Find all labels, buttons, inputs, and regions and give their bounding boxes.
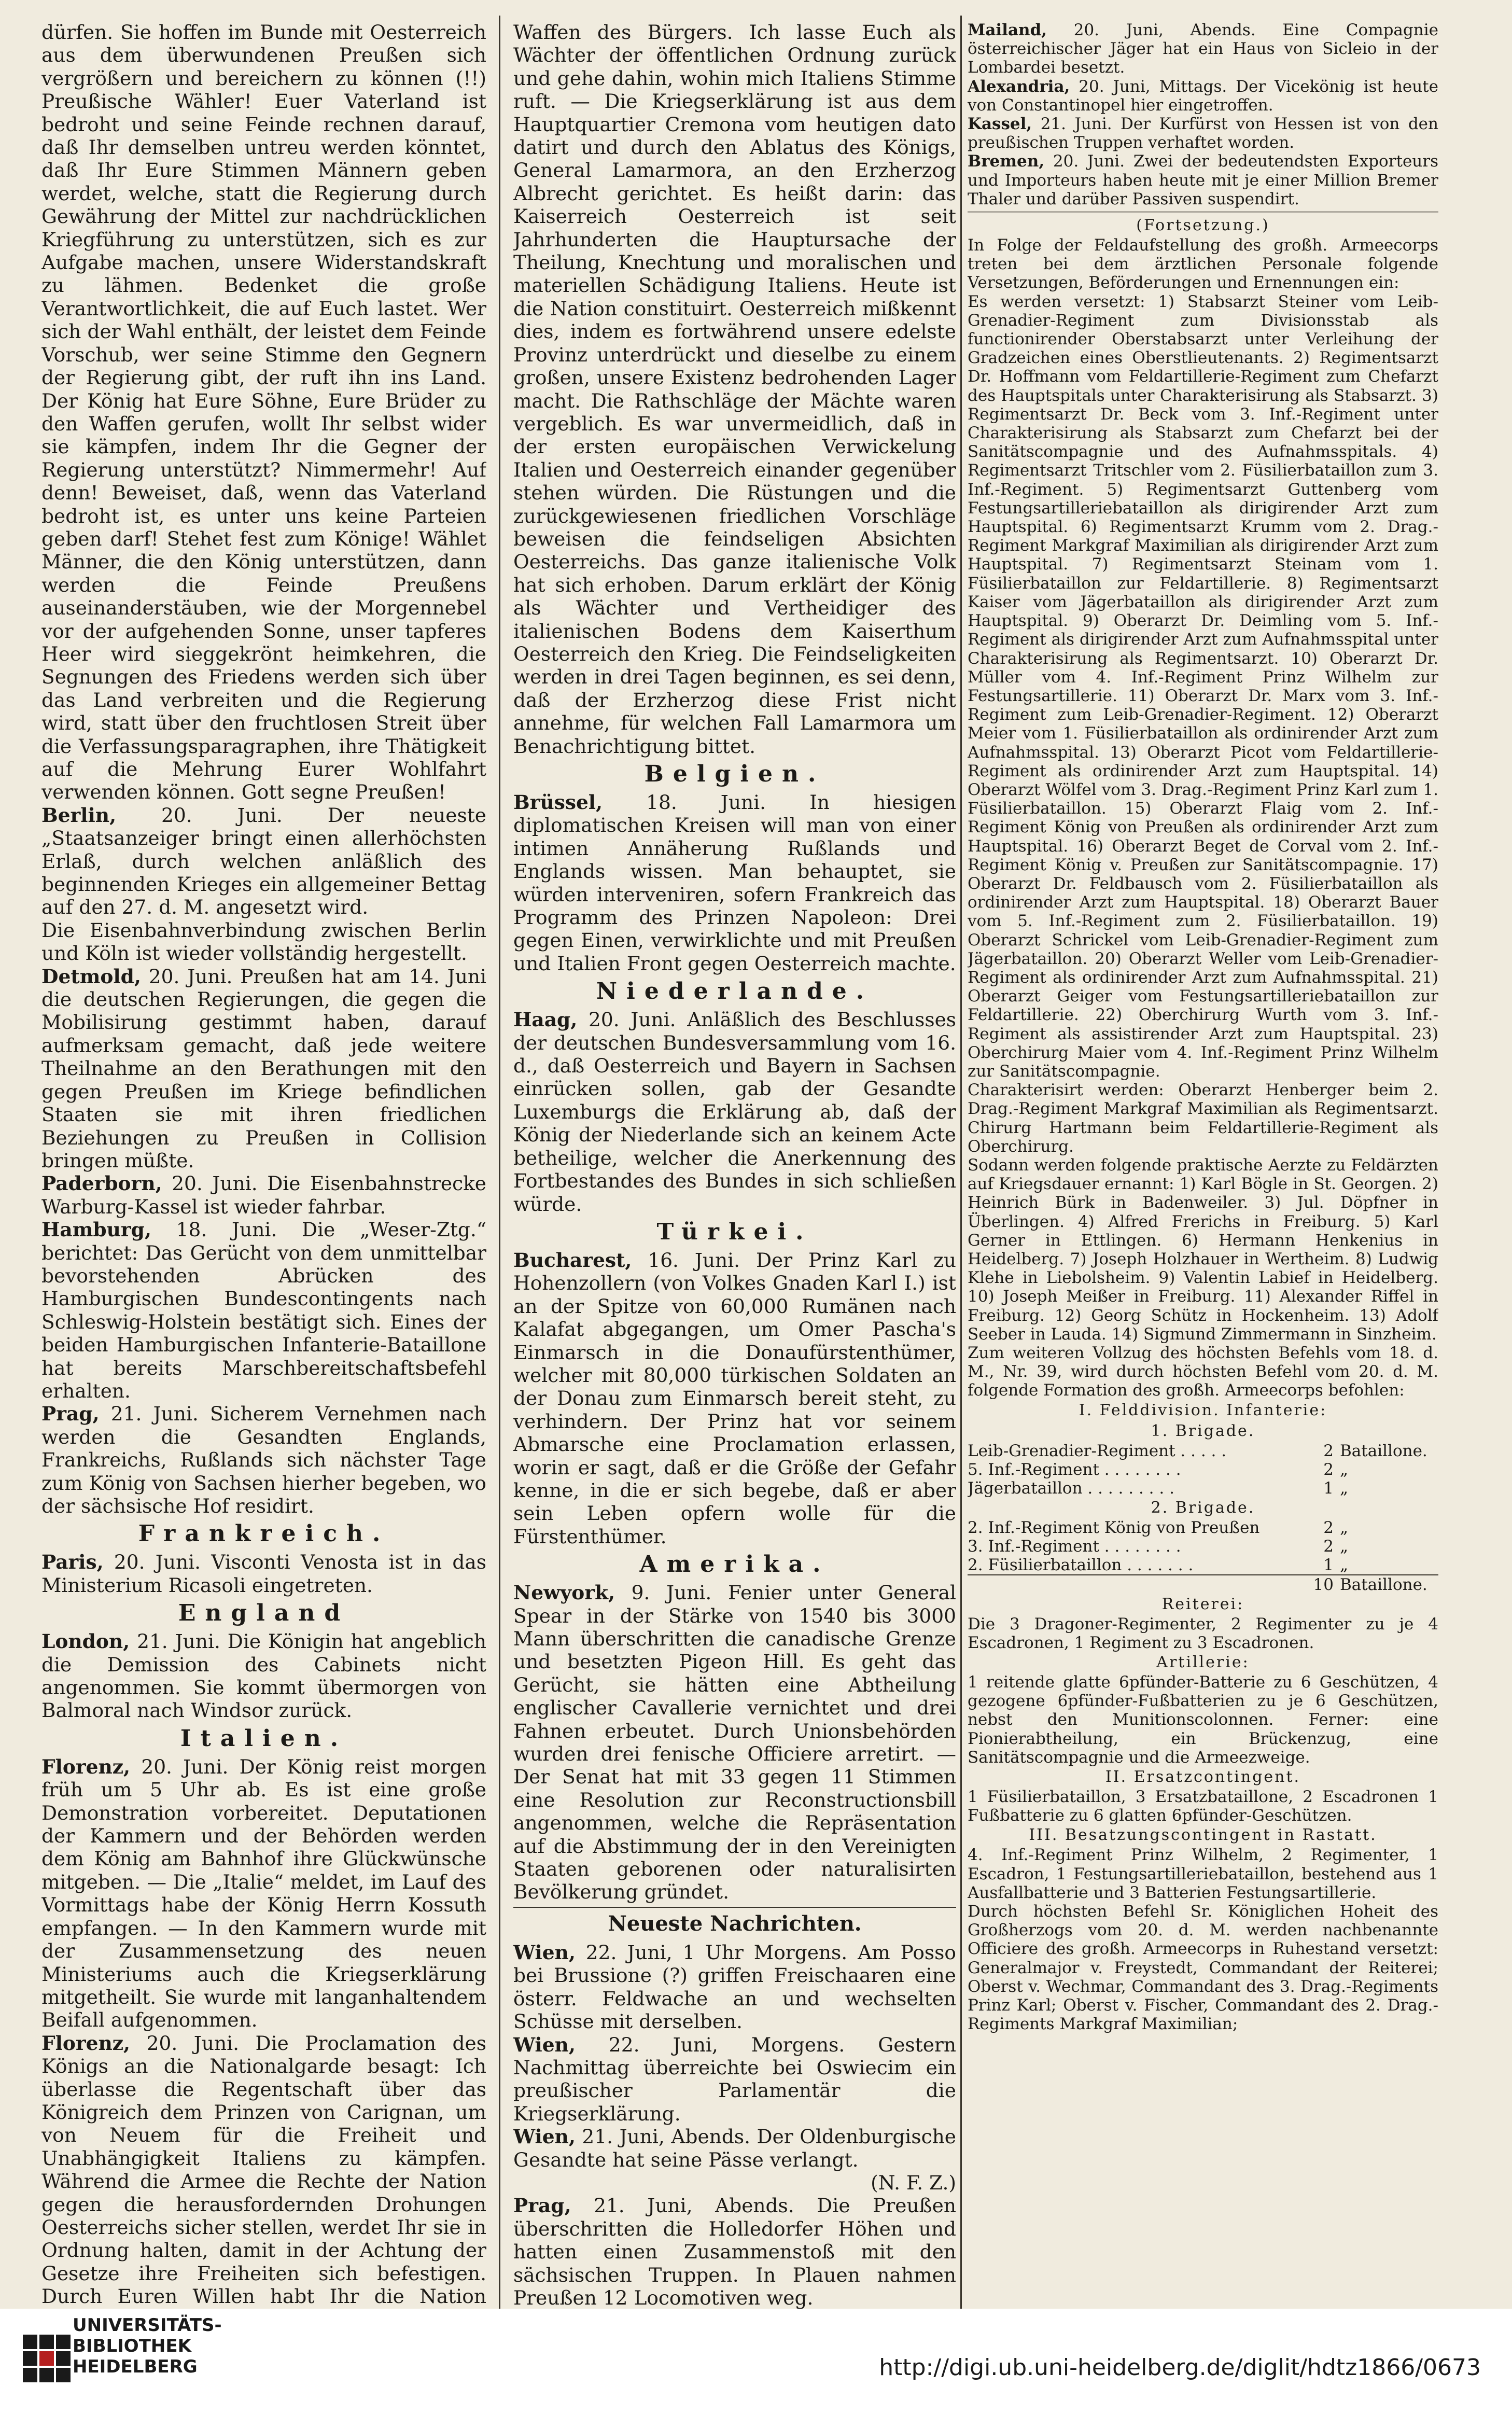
section-heading: England — [178, 1600, 350, 1627]
troop-cell-label: Leib-Grenadier-Regiment . . . . . — [968, 1441, 1227, 1460]
article-text: Durch höchsten Befehl Sr. Königlichen Hoheit des Großherzogs vom 20. d. M. werden nachbenannte Officiere des großh. Armeecorps in Ruhestand versetzt: Generalmajor v. Freystedt, Commandant der Reiterei; Oberst v. Wechmar, Commandant des 3. Drag.-Regiments Prinz Karl; Oberst v. Fischer, Commandant des 2. Drag.-Regiments Markgraf Maximilian; — [968, 1902, 1438, 2034]
article-text: 20. Juni. Visconti Venosta ist in das Ministerium Ricasoli eingetreten. — [41, 1551, 486, 1597]
article-paragraph — [968, 292, 1438, 1081]
library-name-line: HEIDELBERG — [73, 2356, 198, 2377]
article-text: 20. Juni, Mittags. Der Vicekönig ist heute von Constantinopel hier eingetroffen. — [968, 77, 1438, 115]
article-text: 1 reitende glatte 6pfünder-Batterie zu 6 Geschützen, 4 gezogene 6pfünder-Fußbatterien zu je 6 Geschützen, nebst den Munitionscolonnen. Ferner: eine Pionierabtheilung, ein Brückenzug, eine Sanitätscompagnie und die Armeezweige. — [968, 1673, 1438, 1767]
article-text: 21. Juni. Die Königin hat angeblich die Demission des Cabinets nicht angenommen. Sie kommt übermorgen von Balmoral nach Windsor zurück. — [41, 1630, 486, 1722]
troop-cell-label: 2. Füsilierbataillon . . . . . . . — [968, 1555, 1194, 1574]
article-text: 20. Juni. Der König reist morgen früh um 5 Uhr ab. Es ist eine große Demonstration vorbereitet. Deputationen der Kammern und der Behörden werden dem König am Bahnhof ihre Glückwünsche mitgeben. — Die „Italie“ meldet, im Lauf des Vormittags habe der König Herrn Kossuth empfangen. — In den Kammern wurde mit der Zusammensetzung des neuen Ministeriums auch die Kriegserklärung mitgetheilt. Sie wurde mit langanhaltendem Beifall aufgenommen. — [41, 1755, 486, 2032]
article-text: 21. Juni. Sicherem Vernehmen nach werden die Gesandten Englands, Frankreichs, Rußlands sich nächster Tage zum König von Sachsen hierher begeben, wo der sächsische Hof residirt. — [41, 1402, 486, 1517]
troop-cell-n: 10 — [1313, 1575, 1334, 1594]
article-text: 21. Juni, Abends. Der Oldenburgische Gesandte hat seine Pässe verlangt. — [513, 2125, 956, 2171]
dateline: Mailand, — [968, 21, 1047, 39]
dateline: Florenz, — [41, 1755, 131, 1778]
troop-row — [968, 1479, 1438, 1498]
troop-cell-u: „ — [1340, 1518, 1349, 1537]
article-paragraph — [968, 77, 1438, 115]
article-text: 4. Inf.-Regiment Prinz Wilhelm, 2 Regimenter, 1 Escadron, 1 Festungsartilleriebataillon, bestehend aus 1 Ausfallbatterie und 3 Batterien Festungsartillerie. — [968, 1846, 1438, 1902]
column-rule — [960, 16, 962, 2310]
article-paragraph — [41, 1218, 486, 1402]
troop-cell-n: 1 — [1323, 1555, 1334, 1574]
source-note: (N. F. Z.) — [871, 2171, 956, 2194]
article-text: Zum weiteren Vollzug des höchsten Befehls vom 18. d. M., Nr. 39, wird durch höchsten Befehl vom 20. d. M. folgende Formation des großh. Armeecorps befohlen: — [968, 1344, 1438, 1400]
article-text: 21. Juni, Abends. Die Preußen überschritten die Holledorfer Höhen und hatten einen Zusammenstoß mit den sächsischen Truppen. In Plauen nahmen Preußen 12 Locomotiven weg. — [513, 2194, 956, 2309]
article-text: 22. Juni, 1 Uhr Morgens. Am Posso bei Brussione (?) griffen Freischaaren eine österr. Feldwache an und wechselten Schüsse mit derselben. — [513, 1941, 956, 2033]
troop-row — [968, 1518, 1438, 1537]
article-paragraph — [968, 115, 1438, 152]
article-paragraph — [513, 1581, 956, 1904]
article-paragraph — [968, 1673, 1438, 1767]
article-paragraph — [968, 1344, 1438, 1400]
article-paragraph — [41, 1551, 486, 1597]
section-heading: Niederlande. — [596, 978, 874, 1005]
subheading: II. Ersatzcontingent. — [1105, 1768, 1301, 1786]
troop-total-row — [968, 1574, 1438, 1594]
article-text: 20. Juni. Die Eisenbahnstrecke Warburg-Kassel ist wieder fahrbar. — [41, 1172, 486, 1218]
article-text: 20. Juni. Anläßlich des Beschlusses der deutschen Bundesversammlung vom 16. d., daß Oesterreich und Bayern in Sachsen einrücken sollen, gab der Gesandte Luxemburgs die Erklärung ab, daß der König der Niederlande sich an keinem Acte betheilige, welcher die Anerkennung des Fortbestandes des Bundes in sich schließen würde. — [513, 1008, 956, 1216]
article-paragraph — [513, 2125, 956, 2171]
subheading: I. Felddivision. Infanterie: — [1079, 1401, 1327, 1419]
article-paragraph — [968, 1788, 1438, 1825]
troop-cell-u: „ — [1340, 1537, 1349, 1556]
troop-cell-label: 3. Inf.-Regiment . . . . . . . . — [968, 1537, 1181, 1556]
article-text: Sodann werden folgende praktische Aerzte zu Feldärzten auf Kriegsdauer ernannt: 1) Karl Bögle in St. Georgen. 2) Heinrich Bürk in Badenweiler. 3) Jul. Döpfner in Überlingen. 4) Alfred Frerichs in Freiburg. 5) Karl Gerner in Ettlingen. 6) Hermann Henkenius in Heidelberg. 7) Joseph Holzhauer in Wertheim. 8) Ludwig Klehe in Liebolsheim. 9) Valentin Labief in Heidelberg. 10) Joseph Meißer in Freiburg. 11) Alexander Riffel in Freiburg. 12) Georg Schütz in Hockenheim. 13) Adolf Seeber in Lauda. 14) Sigmund Zimmermann in Sinzheim. — [968, 1155, 1438, 1344]
article-paragraph — [41, 1630, 486, 1722]
dateline: Paderborn, — [41, 1172, 162, 1195]
dateline: Hamburg, — [41, 1218, 151, 1241]
article-text: Die Eisenbahnverbindung zwischen Berlin und Köln ist wieder vollständig hergestellt. — [41, 918, 486, 965]
section-heading: Türkei. — [656, 1218, 813, 1245]
library-name — [73, 2315, 222, 2377]
section-heading: Neueste Nachrichten. — [513, 1907, 956, 1938]
troop-cell-label: 5. Inf.-Regiment . . . . . . . . — [968, 1460, 1181, 1479]
section-heading: Italien. — [180, 1725, 348, 1752]
troop-cell-n: 1 — [1323, 1478, 1334, 1498]
dateline: Prag, — [513, 2194, 571, 2217]
troop-cell-n: 2 — [1323, 1537, 1334, 1556]
troop-row — [968, 1556, 1438, 1574]
article-paragraph — [41, 1172, 486, 1218]
article-text: 20. Juni. Preußen hat am 14. Juni die deutschen Regierungen, die gegen die Mobilisirung gestimmt haben, darauf aufmerksam gemacht, daß jede weitere Theilnahme an den Berathungen mit den gegen Preußen im Kriege befindlichen Staaten sie mit ihren friedlichen Beziehungen zu Preußen in Collision bringen müßte. — [41, 965, 486, 1172]
article-text: 16. Juni. Der Prinz Karl zu Hohenzollern (von Volkes Gnaden Karl I.) ist an der Spitze von 60,000 Rumänen nach Kalafat abgegangen, um Omer Pascha's Einmarsch in die Donaufürstenthümer, welcher mit 80,000 türkischen Soldaten an der Donau zum Einmarsch bereit steht, zu verhindern. Der Prinz hat vor seinem Abmarsche eine Proclamation erlassen, worin er sagt, daß er die Größe der Gefahr kenne, in die er sich begebe, daß er aber sein Leben opfern wolle für die Fürstenthümer. — [513, 1248, 956, 1548]
subheading: 1. Brigade. — [1151, 1421, 1255, 1440]
article-text: In Folge der Feldaufstellung des großh. Armeecorps treten bei dem ärztlichen Personale folgende Versetzungen, Beförderungen und Ernennungen ein: — [968, 236, 1438, 292]
article-paragraph — [41, 919, 486, 965]
troop-cell-u: Bataillone. — [1340, 1575, 1427, 1594]
troop-cell-n: 2 — [1323, 1518, 1334, 1537]
article-text: Die 3 Dragoner-Regimenter, 2 Regimenter zu je 4 Escadronen, 1 Regiment zu 3 Escadronen. — [968, 1614, 1438, 1652]
dateline: Bucharest, — [513, 1248, 632, 1272]
article-paragraph — [968, 1846, 1438, 1902]
troop-cell-label: 2. Inf.-Regiment König von Preußen — [968, 1518, 1260, 1537]
article-paragraph — [513, 791, 956, 975]
article-paragraph — [513, 2194, 956, 2309]
subheading: III. Besatzungscontingent in Rastatt. — [1029, 1826, 1377, 1845]
text-column-3 — [968, 21, 1438, 2309]
article-text: 20. Juni. Zwei der bedeutendsten Exporteurs und Importeurs haben heute mit je einer Million Bremer Thaler und darüber Passiven suspendirt. — [968, 152, 1438, 208]
dateline: Florenz, — [41, 2031, 131, 2055]
troop-cell-label — [968, 1575, 1303, 1594]
troop-row — [968, 1537, 1438, 1556]
article-text: 22. Juni, Morgens. Gestern Nachmittag überreichte bei Oswiecim ein preußischer Parlamentär die Kriegserklärung. — [513, 2033, 956, 2125]
article-text: dürfen. Sie hoffen im Bunde mit Oesterreich aus dem überwundenen Preußen sich vergrößern und bereichern zu können (!!) Preußische Wähler! Euer Vaterland ist bedroht und seine Feinde rechnen darauf, daß Ihr demselben untreu werden könntet, daß Ihr Eure Stimmen Männern geben werdet, welche, statt die Regierung durch Gewährung der Mittel zur nachdrücklichen Kriegführung zu unterstützen, sich es zur Aufgabe machen, unsere Widerstandskraft zu lähmen. Bedenket die große Verantwortlichkeit, die auf Euch lastet. Wer sich der Wahl enthält, der leistet dem Feinde Vorschub, wer seine Stimme den Gegnern der Regierung gibt, der ruft ihn ins Land. Der König hat Eure Söhne, Eure Brüder zu den Waffen gerufen, wollt Ihr selbst wider sie kämpfen, indem Ihr die Gegner der Regierung unterstützt? Nimmermehr! Auf denn! Beweiset, daß, wenn das Vaterland bedroht ist, es unter uns keine Parteien geben darf! Stehet fest zum Könige! Wählet Männer, die den König unterstützen, dann werden die Feinde Preußens auseinanderstäuben, wie der Morgennebel vor der aufgehenden Sonne, unser tapferes Heer wird sieggekrönt heimkehren, die Segnungen des Friedens werden sich über das Land verbreiten und die Regierung wird, statt über den fruchtlosen Streit über die Verfassungsparagraphen, ihre Thätigkeit auf die Mehrung Eurer Wohlfahrt verwenden können. Gott segne Preußen! — [41, 21, 486, 804]
article-paragraph — [513, 2033, 956, 2126]
article-paragraph — [41, 1402, 486, 1517]
article-text: Charakterisirt werden: Oberarzt Henberger beim 2. Drag.-Regiment Markgraf Maximilian als Regimentsarzt. Chirurg Hartmann beim Feldartillerie-Regiment als Oberchirurg. — [968, 1081, 1438, 1156]
article-paragraph — [968, 1615, 1438, 1652]
article-paragraph — [513, 1941, 956, 2033]
article-paragraph — [968, 1902, 1438, 2033]
dateline: Brüssel, — [513, 791, 603, 814]
troop-cell-label: Jägerbataillon . . . . . . . . . — [968, 1478, 1174, 1498]
article-text: Es werden versetzt: 1) Stabsarzt Steiner vom Leib-Grenadier-Regiment zum Divisionsstab als functionirender Oberstabsarzt unter Verleihung der Gradzeichen eines Oberstlieutenants. 2) Regimentsarzt Dr. Hoffmann vom Feldartillerie-Regiment zum Chefarzt des Hauptspitals unter Charakterisirung als Stabsarzt. 3) Regimentsarzt Dr. Beck vom 3. Inf.-Regiment unter Charakterisirung als Stabsarzt zum Chefarzt bei der Sanitätscompagnie und des Aufnahmsspitals. 4) Regimentsarzt Tritschler vom 2. Füsilierbataillon zum 3. Inf.-Regiment. 5) Regimentsarzt Guttenberg vom Festungsartilleriebataillon als dirigirender Arzt zum Hauptspital. 6) Regimentsarzt Krumm vom 2. Drag.-Regiment Markgraf Maximilian als dirigirender Arzt zum Hauptspital. 7) Regimentsarzt Steinam vom 1. Füsilierbataillon zur Feldartillerie. 8) Regimentsarzt Kaiser vom Jägerbataillon als dirigirender Arzt zum Hauptspital. 9) Oberarzt Dr. Deimling vom 5. Inf.-Regiment als dirigirender Arzt zum Aufnahmsspital unter Charakterisirung als Regimentsarzt. 10) Oberarzt Dr. Müller vom 4. Inf.-Regiment Prinz Wilhelm zur Festungsartillerie. 11) Oberarzt Dr. Marx vom 3. Inf.-Regiment zum Leib-Grenadier-Regiment. 12) Oberarzt Meier vom 1. Füsilierbataillon als ordinirender Arzt zum Aufnahmsspital. 13) Oberarzt Picot vom Feldartillerie-Regiment als ordinirender Arzt zum Hauptspital. 14) Oberarzt Wölfel vom 3. Drag.-Regiment Prinz Karl zum 1. Füsilierbataillon. 15) Oberarzt Flaig vom 2. Inf.-Regiment König von Preußen als ordinirender Arzt zum Hauptspital. 16) Oberarzt Beget de Corval vom 2. Inf.-Regiment König v. Preußen zur Sanitätscompagnie. 17) Oberarzt Dr. Feldbausch vom 2. Füsilierbataillon als ordinirender Arzt zum Hauptspital. 18) Oberarzt Bauer vom 5. Inf.-Regiment zum 2. Füsilierbataillon. 19) Oberarzt Schrickel vom Leib-Grenadier-Regiment zum Jägerbataillon. 20) Oberarzt Weller vom Leib-Grenadier-Regiment als ordinirender Arzt zum Aufnahmsspital. 21) Oberarzt Geiger vom Festungsartilleriebataillon zur Feldartillerie. 22) Oberchirurg Wurth vom 3. Inf.-Regiment als assistirender Arzt zum Hauptspital. 23) Oberchirurg Maier vom 4. Inf.-Regiment Prinz Wilhelm zur Sanitätscompagnie. — [968, 292, 1438, 1081]
permalink-url[interactable]: http://digi.ub.uni-heidelberg.de/diglit/hdtz1866/0673 — [879, 2354, 1481, 2381]
article-text: 20. Juni. Der neueste „Staatsanzeiger bringt einen allerhöchsten Erlaß, durch welchen anläßlich des beginnenden Krieges ein allgemeiner Bettag auf den 27. d. M. angesetzt wird. — [41, 803, 486, 919]
text-column-2 — [513, 21, 956, 2309]
article-text: Waffen des Bürgers. Ich lasse Euch als Wächter der öffentlichen Ordnung zurück und gehe dahin, wohin mich Italiens Stimme ruft. — Die Kriegserklärung ist aus dem Hauptquartier Cremona vom heutigen dato datirt und durch den Ablatus des Königs, General Lamarmora, an den Erzherzog Albrecht gerichtet. Es heißt darin: das Kaiserreich Oesterreich ist seit Jahrhunderten die Hauptursache der Theilung, Knechtung und moralischen und materiellen Schädigung Italiens. Heute ist die Nation constituirt. Oesterreich mißkennt dies, indem es fortwährend unsere edelste Provinz unterdrückt und dieselbe zu einem großen, unsere Existenz bedrohenden Lager macht. Die Rathschläge der Mächte waren vergeblich. Es war unvermeidlich, daß in der ersten europäischen Verwickelung Italien und Oesterreich einander gegenüber stehen würden. Die Rüstungen und die zurückgewiesenen friedlichen Vorschläge beweisen die feindseligen Absichten Oesterreichs. Das ganze italienische Volk hat sich erhoben. Darum erklärt der König als Wächter und Vertheidiger des italienischen Bodens dem Kaiserthum Oesterreich den Krieg. Die Feindseligkeiten werden in drei Tagen beginnen, es sei denn, daß der Erzherzog diese Frist nicht annehme, für welchen Fall Lamarmora um Benachrichtigung bittet. — [513, 21, 956, 758]
dateline: Wien, — [513, 2125, 576, 2148]
troop-cell-u: „ — [1340, 1555, 1349, 1574]
subheading: Artillerie: — [1156, 1653, 1250, 1672]
section-heading: Frankreich. — [138, 1520, 390, 1547]
dateline: Wien, — [513, 2033, 576, 2056]
article-paragraph — [513, 21, 956, 758]
dateline: London, — [41, 1630, 130, 1653]
dateline: Detmold, — [41, 965, 141, 988]
logo-mark-icon — [23, 2335, 71, 2382]
dateline: Kassel, — [968, 115, 1032, 134]
article-text: 18. Juni. Die „Weser-Ztg.“ berichtet: Das Gerücht von dem unmittelbar bevorstehenden Abrücken des Hamburgischen Bundescontingents nach Schleswig-Holstein bestätigt sich. Eines der beiden Hamburgischen Infanterie-Bataillone hat bereits Marschbereitschaftsbefehl erhalten. — [41, 1218, 486, 1402]
article-text: 20. Juni, Abends. Eine Compagnie österreichischer Jäger hat ein Haus von Sicleio in der Lombardei besetzt. — [968, 21, 1438, 77]
troop-cell-n: 2 — [1323, 1460, 1334, 1479]
dateline: Paris, — [41, 1551, 104, 1574]
dateline: Bremen, — [968, 152, 1045, 171]
article-paragraph — [968, 1156, 1438, 1344]
article-paragraph — [968, 21, 1438, 77]
dateline: Prag, — [41, 1402, 100, 1426]
article-paragraph — [968, 152, 1438, 208]
article-text: 21. Juni. Der Kurfürst von Hessen ist von den preußischen Truppen verhaftet worden. — [968, 115, 1438, 152]
text-column-1 — [41, 21, 486, 2309]
subheading: 2. Brigade. — [1151, 1498, 1255, 1517]
subheading: (Fortsetzung.) — [1136, 216, 1270, 235]
article-paragraph — [41, 965, 486, 1172]
section-heading: Amerika. — [639, 1551, 830, 1578]
troop-cell-n: 2 — [1323, 1441, 1334, 1460]
dateline: Wien, — [513, 1941, 576, 1964]
divider — [968, 212, 1438, 213]
article-paragraph — [41, 2032, 486, 2309]
troop-row — [968, 1442, 1438, 1460]
dateline: Berlin, — [41, 803, 117, 827]
article-paragraph — [513, 1008, 956, 1216]
troop-cell-u: „ — [1340, 1478, 1349, 1498]
article-paragraph — [968, 236, 1438, 292]
troop-cell-u: Bataillone. — [1340, 1441, 1427, 1460]
column-rule — [499, 16, 500, 2310]
dateline: Haag, — [513, 1008, 578, 1031]
article-text: 20. Juni. Die Proclamation des Königs an die Nationalgarde besagt: Ich überlasse die Regentschaft über das Königreich dem Prinzen von Carignan, um von Neuem für die Freiheit und Unabhängigkeit Italiens zu kämpfen. Während die Armee die Rechte der Nation gegen die herausfordernden Drohungen Oesterreichs sicher stellen, werdet Ihr sie in Ordnung halten, damit in der Achtung der Gesetze ihre Freiheiten sich befestigen. Durch Euren Willen habt Ihr die Nation — [41, 2031, 486, 2308]
article-paragraph — [513, 1249, 956, 1548]
article-text: 9. Juni. Fenier unter General Spear in der Stärke von 1540 bis 3000 Mann überschritten die canadische Grenze und besetzten Pigeon Hill. Es geht das Gerücht, sie hätten eine Abtheilung englischer Cavallerie vernichtet und drei Fahnen erbeutet. Durch Unionsbehörden wurden drei fenische Officiere arretirt. — Der Senat hat mit 33 gegen 11 Stimmen eine Resolution zur Reconstructionsbill angenommen, welche die Repräsentation auf die Abstimmung der in den Vereinigten Staaten geborenen oder naturalisirten Bevölkerung gründet. — [513, 1581, 956, 1904]
dateline: Alexandria, — [968, 77, 1070, 96]
library-name-line: UNIVERSITÄTS- — [73, 2315, 222, 2336]
subheading: Reiterei: — [1161, 1595, 1244, 1613]
footer-bar — [0, 2309, 1512, 2429]
troop-row — [968, 1460, 1438, 1479]
article-paragraph — [41, 804, 486, 919]
troop-cell-u: „ — [1340, 1460, 1349, 1479]
article-text: 18. Juni. In hiesigen diplomatischen Kreisen will man von einer intimen Annäherung Rußlands und Englands wissen. Man behauptet, sie würden interveniren, sofern Frankreich das Programm des Prinzen Napoleon: Drei gegen Einen, verwirklichte und mit Preußen und Italien Front gegen Oesterreich machte. — [513, 791, 956, 975]
article-paragraph — [41, 1755, 486, 2032]
section-heading: Belgien. — [644, 761, 825, 787]
article-paragraph — [968, 1081, 1438, 1156]
article-paragraph — [41, 21, 486, 804]
library-name-line: BIBLIOTHEK — [73, 2336, 191, 2356]
article-text: 1 Füsilierbataillon, 3 Ersatzbataillone, 2 Escadronen 1 Fußbatterie zu 6 glatten 6pfünder-Geschützen. — [968, 1788, 1438, 1825]
dateline: Newyork, — [513, 1581, 615, 1604]
